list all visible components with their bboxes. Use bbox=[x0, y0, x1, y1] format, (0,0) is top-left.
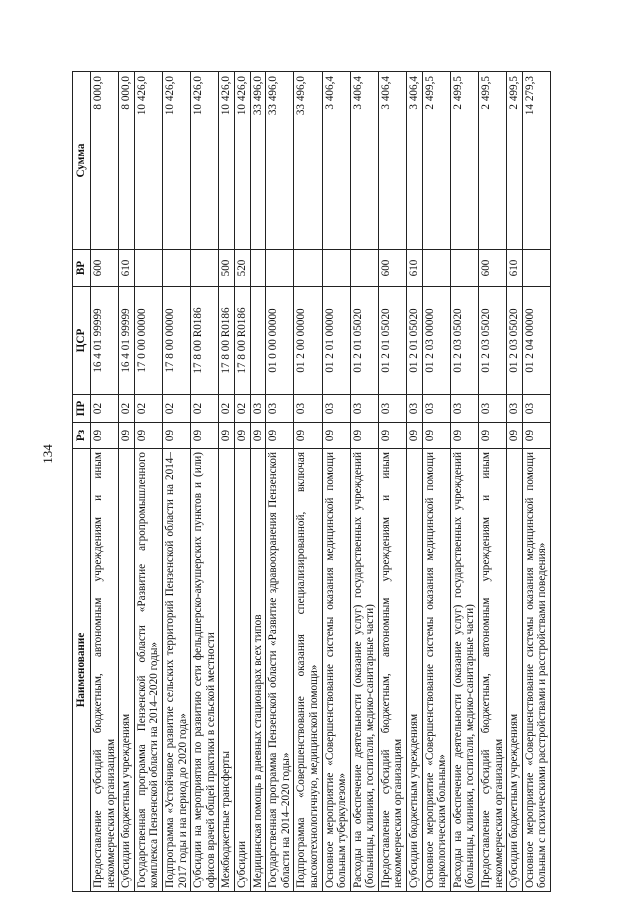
row-rz: 09 bbox=[234, 423, 250, 449]
row-rz: 09 bbox=[119, 423, 135, 449]
row-sum: 2 499,5 bbox=[479, 72, 507, 250]
row-sum: 10 426,0 bbox=[134, 72, 162, 250]
row-pr: 03 bbox=[422, 395, 450, 423]
row-name: Субсидии бюджетным учреждениям bbox=[407, 449, 423, 892]
row-name: Государственная программа Пензенской области «Развитие здравоохранения Пензенской области на 2014–2020 годы» bbox=[266, 449, 294, 892]
row-csr: 01 2 03 05020 bbox=[479, 287, 507, 395]
table-row bbox=[191, 72, 219, 892]
row-pr: 03 bbox=[378, 395, 406, 423]
row-rz: 09 bbox=[507, 423, 523, 449]
row-name: Предоставление субсидий бюджетным, автономным учреждениям и иным некоммерческим организациям bbox=[91, 449, 119, 892]
row-rz: 09 bbox=[219, 423, 235, 449]
row-sum: 33 496,0 bbox=[294, 72, 322, 250]
row-vr: 610 bbox=[507, 250, 523, 287]
row-vr bbox=[322, 250, 350, 287]
row-rz: 09 bbox=[407, 423, 423, 449]
row-name: Медицинская помощь в дневных стационарах всех типов bbox=[250, 449, 266, 892]
row-csr: 01 2 01 05020 bbox=[378, 287, 406, 395]
row-pr: 02 bbox=[191, 395, 219, 423]
row-vr: 600 bbox=[91, 250, 119, 287]
row-pr: 03 bbox=[322, 395, 350, 423]
row-rz: 09 bbox=[134, 423, 162, 449]
row-rz: 09 bbox=[250, 423, 266, 449]
row-rz: 09 bbox=[91, 423, 119, 449]
rotated-table-wrapper bbox=[72, 72, 610, 892]
row-name: Расходы на обеспечение деятельности (оказание услуг) государственных учреждений (больницы, клиники, госпитали, медико-санитарные части) bbox=[350, 449, 378, 892]
table-body bbox=[91, 72, 551, 892]
row-vr: 520 bbox=[234, 250, 250, 287]
row-name: Государственная программа Пензенской области «Развитие агропромышленного комплекса Пензенской области на 2014–2020 годы» bbox=[134, 449, 162, 892]
row-csr: 17 8 00 R0186 bbox=[219, 287, 235, 395]
row-csr: 01 0 00 00000 bbox=[266, 287, 294, 395]
row-sum: 33 496,0 bbox=[250, 72, 266, 250]
row-vr bbox=[422, 250, 450, 287]
row-rz: 09 bbox=[350, 423, 378, 449]
row-csr: 01 2 03 05020 bbox=[450, 287, 478, 395]
row-pr: 03 bbox=[479, 395, 507, 423]
row-pr: 03 bbox=[522, 395, 550, 423]
row-sum: 3 406,4 bbox=[350, 72, 378, 250]
row-pr: 02 bbox=[91, 395, 119, 423]
table-row bbox=[219, 72, 235, 892]
row-sum: 2 499,5 bbox=[450, 72, 478, 250]
row-csr: 01 2 00 00000 bbox=[294, 287, 322, 395]
row-sum: 33 496,0 bbox=[266, 72, 294, 250]
row-pr: 03 bbox=[350, 395, 378, 423]
row-csr: 01 2 01 05020 bbox=[407, 287, 423, 395]
row-pr: 02 bbox=[119, 395, 135, 423]
table-row bbox=[250, 72, 266, 892]
header-rz: Рз bbox=[73, 423, 91, 449]
row-vr bbox=[266, 250, 294, 287]
row-vr bbox=[162, 250, 190, 287]
row-csr: 17 8 00 R0186 bbox=[234, 287, 250, 395]
row-csr: 17 0 00 00000 bbox=[134, 287, 162, 395]
header-pr: ПР bbox=[73, 395, 91, 423]
row-csr: 01 2 03 05020 bbox=[507, 287, 523, 395]
row-rz: 09 bbox=[294, 423, 322, 449]
page-number: 134 bbox=[40, 444, 55, 464]
row-pr: 03 bbox=[407, 395, 423, 423]
row-vr: 610 bbox=[119, 250, 135, 287]
row-rz: 09 bbox=[479, 423, 507, 449]
row-rz: 09 bbox=[378, 423, 406, 449]
row-pr: 02 bbox=[162, 395, 190, 423]
row-rz: 09 bbox=[191, 423, 219, 449]
row-sum: 10 426,0 bbox=[191, 72, 219, 250]
row-pr: 03 bbox=[294, 395, 322, 423]
row-vr bbox=[191, 250, 219, 287]
row-vr: 600 bbox=[479, 250, 507, 287]
row-sum: 10 426,0 bbox=[219, 72, 235, 250]
row-name: Основное мероприятие «Совершенствование системы оказания медицинской помощи больным с психическими расстройствами и расстройствами поведения» bbox=[522, 449, 550, 892]
row-csr bbox=[250, 287, 266, 395]
row-vr: 500 bbox=[219, 250, 235, 287]
header-sum: Сумма bbox=[73, 72, 91, 250]
table-row bbox=[422, 72, 450, 892]
row-csr: 17 8 00 00000 bbox=[162, 287, 190, 395]
table-row bbox=[91, 72, 119, 892]
row-name: Подпрограмма «Устойчивое развитие сельских территорий Пензенской области на 2014–2017 годы и на период до 2020 года» bbox=[162, 449, 190, 892]
row-pr: 03 bbox=[507, 395, 523, 423]
row-csr: 01 2 01 00000 bbox=[322, 287, 350, 395]
row-vr bbox=[350, 250, 378, 287]
row-rz: 09 bbox=[450, 423, 478, 449]
row-vr bbox=[134, 250, 162, 287]
row-rz: 09 bbox=[422, 423, 450, 449]
row-sum: 8 000,0 bbox=[119, 72, 135, 250]
table-row bbox=[234, 72, 250, 892]
row-rz: 09 bbox=[266, 423, 294, 449]
row-pr: 02 bbox=[234, 395, 250, 423]
table-row bbox=[162, 72, 190, 892]
table-row bbox=[322, 72, 350, 892]
row-sum: 10 426,0 bbox=[234, 72, 250, 250]
row-csr: 01 2 01 05020 bbox=[350, 287, 378, 395]
row-pr: 03 bbox=[266, 395, 294, 423]
row-vr: 610 bbox=[407, 250, 423, 287]
table-row bbox=[378, 72, 406, 892]
row-sum: 2 499,5 bbox=[507, 72, 523, 250]
row-vr bbox=[250, 250, 266, 287]
header-row bbox=[73, 72, 91, 892]
table-row bbox=[294, 72, 322, 892]
row-vr bbox=[450, 250, 478, 287]
row-vr: 600 bbox=[378, 250, 406, 287]
row-pr: 02 bbox=[134, 395, 162, 423]
row-sum: 3 406,4 bbox=[322, 72, 350, 250]
row-name: Субсидии на мероприятия по развитию сети фельдшерско-акушерских пунктов и (или) офисов врачей общей практики в сельской местности bbox=[191, 449, 219, 892]
row-vr bbox=[294, 250, 322, 287]
table-row bbox=[522, 72, 550, 892]
row-rz: 09 bbox=[162, 423, 190, 449]
row-name: Субсидии бюджетным учреждениям bbox=[507, 449, 523, 892]
row-name: Субсидии bbox=[234, 449, 250, 892]
row-vr bbox=[522, 250, 550, 287]
row-name: Предоставление субсидий бюджетным, автономным учреждениям и иным некоммерческим организациям bbox=[479, 449, 507, 892]
table-row bbox=[507, 72, 523, 892]
table-row bbox=[450, 72, 478, 892]
budget-table bbox=[72, 71, 551, 892]
row-pr: 02 bbox=[219, 395, 235, 423]
row-sum: 3 406,4 bbox=[378, 72, 406, 250]
row-name: Подпрограмма «Совершенствование оказания специализированной, включая высокотехнологичную, медицинской помощи» bbox=[294, 449, 322, 892]
header-csr: ЦСР bbox=[73, 287, 91, 395]
table-row bbox=[266, 72, 294, 892]
table-row bbox=[134, 72, 162, 892]
row-sum: 8 000,0 bbox=[91, 72, 119, 250]
table-row bbox=[350, 72, 378, 892]
row-name: Основное мероприятие «Совершенствование системы оказания медицинской помощи больным туберкулезом» bbox=[322, 449, 350, 892]
row-rz: 09 bbox=[322, 423, 350, 449]
row-sum: 14 279,3 bbox=[522, 72, 550, 250]
row-sum: 2 499,5 bbox=[422, 72, 450, 250]
row-name: Межбюджетные трансферты bbox=[219, 449, 235, 892]
row-csr: 01 2 04 00000 bbox=[522, 287, 550, 395]
table-row bbox=[479, 72, 507, 892]
header-vr: ВР bbox=[73, 250, 91, 287]
table-row bbox=[119, 72, 135, 892]
row-pr: 03 bbox=[450, 395, 478, 423]
row-csr: 17 8 00 R0186 bbox=[191, 287, 219, 395]
row-sum: 3 406,4 bbox=[407, 72, 423, 250]
row-name: Предоставление субсидий бюджетным, автономным учреждениям и иным некоммерческим организациям bbox=[378, 449, 406, 892]
header-name: Наименование bbox=[73, 449, 91, 892]
row-csr: 01 2 03 00000 bbox=[422, 287, 450, 395]
table-row bbox=[407, 72, 423, 892]
row-name: Расходы на обеспечение деятельности (оказание услуг) государственных учреждений (больницы, клиники, госпитали, медико-санитарные части) bbox=[450, 449, 478, 892]
row-rz: 09 bbox=[522, 423, 550, 449]
row-csr: 16 4 01 99999 bbox=[91, 287, 119, 395]
row-name: Основное мероприятие «Совершенствование системы оказания медицинской помощи наркологическим больным» bbox=[422, 449, 450, 892]
row-pr: 03 bbox=[250, 395, 266, 423]
row-csr: 16 4 01 99999 bbox=[119, 287, 135, 395]
row-sum: 10 426,0 bbox=[162, 72, 190, 250]
row-name: Субсидии бюджетным учреждениям bbox=[119, 449, 135, 892]
